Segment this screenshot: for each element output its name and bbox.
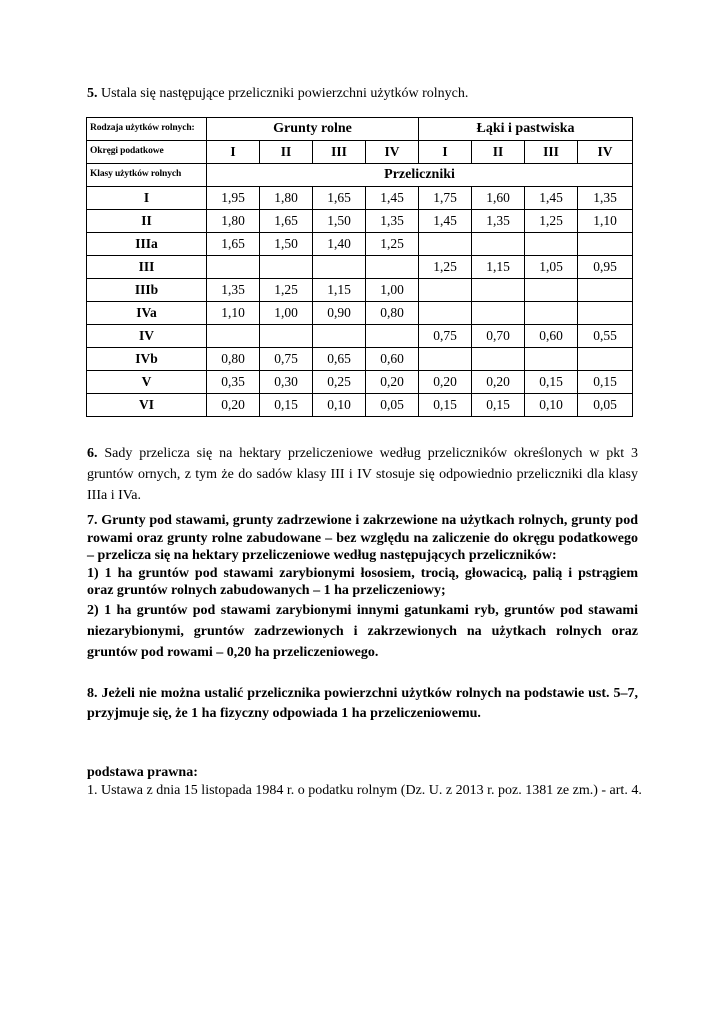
- converter-cell: [419, 279, 472, 302]
- table-row: [87, 394, 633, 417]
- section-6-number: 6.: [87, 446, 98, 461]
- converter-cell: [207, 325, 260, 348]
- class-label: I: [87, 187, 207, 210]
- converter-cell: 0,55: [578, 325, 633, 348]
- converter-cell: [525, 279, 578, 302]
- converter-cell: 1,35: [578, 187, 633, 210]
- district-header: I: [419, 141, 472, 164]
- conversion-table: [86, 117, 633, 417]
- district-header: IV: [366, 141, 419, 164]
- converter-cell: 1,25: [525, 210, 578, 233]
- header-row-land-type: [87, 118, 633, 141]
- converter-cell: 0,15: [472, 394, 525, 417]
- converter-cell: [525, 302, 578, 325]
- converter-cell: [578, 302, 633, 325]
- converter-cell: [472, 302, 525, 325]
- converter-cell: 0,95: [578, 256, 633, 279]
- converter-cell: 1,35: [366, 210, 419, 233]
- converter-cell: 0,20: [207, 394, 260, 417]
- converter-cell: 0,10: [525, 394, 578, 417]
- district-header: III: [313, 141, 366, 164]
- converter-cell: 0,60: [525, 325, 578, 348]
- converter-cell: 1,10: [207, 302, 260, 325]
- converters-header: Przeliczniki: [207, 164, 633, 187]
- converter-cell: 1,80: [260, 187, 313, 210]
- section-5-number: 5.: [87, 86, 98, 101]
- section-6-text: Sady przelicza się na hektary przeliczeniowe według przeliczników określonych w pkt 3 gruntów ornych, z tym że do sadów klasy III i IV stosuje się odpowiednio przeliczniki dla klasy IIIa i IVa.: [87, 446, 639, 503]
- converter-cell: 0,15: [578, 371, 633, 394]
- section-6: [87, 443, 638, 506]
- converter-cell: 1,15: [313, 279, 366, 302]
- header-row-classes: [87, 164, 633, 187]
- converter-cell: 1,75: [419, 187, 472, 210]
- converter-cell: 0,15: [260, 394, 313, 417]
- converter-cell: [366, 325, 419, 348]
- converter-cell: 0,80: [207, 348, 260, 371]
- class-label: IVb: [87, 348, 207, 371]
- converter-cell: 1,35: [472, 210, 525, 233]
- converter-cell: [578, 233, 633, 256]
- converter-cell: [260, 325, 313, 348]
- converter-cell: 1,50: [260, 233, 313, 256]
- converter-cell: 0,35: [207, 371, 260, 394]
- converter-cell: 1,35: [207, 279, 260, 302]
- section-8: 8. Jeżeli nie można ustalić przelicznika powierzchni użytków rolnych na podstawie ust. 5–7, przyjmuje się, że 1 ha fizyczny odpowiada 1 ha przeliczeniowemu.: [87, 686, 638, 721]
- converter-cell: 1,45: [366, 187, 419, 210]
- section-7: [87, 512, 638, 663]
- converter-cell: 1,45: [525, 187, 578, 210]
- converter-cell: 0,60: [366, 348, 419, 371]
- converter-cell: 1,50: [313, 210, 366, 233]
- converter-cell: 0,65: [313, 348, 366, 371]
- converter-cell: [578, 279, 633, 302]
- converter-cell: [472, 348, 525, 371]
- district-header: II: [472, 141, 525, 164]
- table-row: [87, 233, 633, 256]
- converter-cell: [419, 348, 472, 371]
- converter-cell: 0,20: [419, 371, 472, 394]
- converter-cell: 1,60: [472, 187, 525, 210]
- converter-cell: 1,65: [207, 233, 260, 256]
- section-7-item-1: 1) 1 ha gruntów pod stawami zarybionymi łososiem, trocią, głowacicą, palią i pstrągiem oraz gruntów rolnych zabudowanych – 1 ha przeliczeniowy;: [87, 565, 638, 598]
- table-row: [87, 187, 633, 210]
- converter-cell: [472, 233, 525, 256]
- district-header: II: [260, 141, 313, 164]
- converter-cell: 0,20: [366, 371, 419, 394]
- converter-cell: [419, 233, 472, 256]
- converter-cell: 0,20: [472, 371, 525, 394]
- class-label: III: [87, 256, 207, 279]
- district-header: III: [525, 141, 578, 164]
- class-label: IVa: [87, 302, 207, 325]
- converter-cell: [260, 256, 313, 279]
- converter-cell: 0,75: [260, 348, 313, 371]
- converter-cell: [313, 325, 366, 348]
- section-5: [87, 86, 468, 102]
- class-label: VI: [87, 394, 207, 417]
- table-row: [87, 210, 633, 233]
- converter-cell: 0,10: [313, 394, 366, 417]
- converter-cell: [419, 302, 472, 325]
- converter-cell: 0,15: [419, 394, 472, 417]
- converter-cell: 0,05: [578, 394, 633, 417]
- converter-cell: [525, 233, 578, 256]
- converter-cell: 1,25: [260, 279, 313, 302]
- converter-cell: [578, 348, 633, 371]
- converter-cell: 0,75: [419, 325, 472, 348]
- converter-cell: [366, 256, 419, 279]
- converter-cell: 0,80: [366, 302, 419, 325]
- group-meadows-header: Łąki i pastwiska: [419, 118, 633, 141]
- converter-cell: [525, 348, 578, 371]
- converter-cell: [313, 256, 366, 279]
- section-7-item-2: 2) 1 ha gruntów pod stawami zarybionymi innymi gatunkami ryb, gruntów pod stawami niezarybionymi, gruntów zadrzewionych i zakrzewionych na użytkach rolnych oraz gruntów pod rowami – 0,20 ha przeliczeniowego.: [87, 602, 638, 660]
- converter-cell: 1,10: [578, 210, 633, 233]
- converter-cell: 1,05: [525, 256, 578, 279]
- class-label: IIIb: [87, 279, 207, 302]
- converter-cell: 1,65: [313, 187, 366, 210]
- class-label: IIIa: [87, 233, 207, 256]
- table-row: [87, 348, 633, 371]
- converter-cell: [472, 279, 525, 302]
- class-label: II: [87, 210, 207, 233]
- converter-cell: 1,80: [207, 210, 260, 233]
- district-header: I: [207, 141, 260, 164]
- row-header-classes: Klasy użytków rolnych: [87, 164, 207, 187]
- district-header: IV: [578, 141, 633, 164]
- converter-cell: 0,15: [525, 371, 578, 394]
- converter-cell: 0,30: [260, 371, 313, 394]
- converter-cell: 1,65: [260, 210, 313, 233]
- converter-cell: 1,40: [313, 233, 366, 256]
- converter-cell: 0,70: [472, 325, 525, 348]
- converter-cell: 1,00: [366, 279, 419, 302]
- row-header-land-type: Rodzaja użytków rolnych:: [87, 118, 207, 141]
- section-5-text: Ustala się następujące przeliczniki powierzchni użytków rolnych.: [101, 86, 469, 101]
- row-header-districts: Okręgi podatkowe: [87, 141, 207, 164]
- legal-basis-text: 1. Ustawa z dnia 15 listopada 1984 r. o podatku rolnym (Dz. U. z 2013 r. poz. 1381 ze zm.) - art. 4.: [87, 783, 642, 798]
- converter-cell: 0,05: [366, 394, 419, 417]
- converter-cell: 1,45: [419, 210, 472, 233]
- converter-cell: 1,95: [207, 187, 260, 210]
- header-row-districts: [87, 141, 633, 164]
- table-row: [87, 302, 633, 325]
- converter-cell: 1,00: [260, 302, 313, 325]
- converter-cell: 0,90: [313, 302, 366, 325]
- converter-cell: 1,25: [366, 233, 419, 256]
- converter-cell: 0,25: [313, 371, 366, 394]
- group-arable-header: Grunty rolne: [207, 118, 419, 141]
- converter-cell: 1,15: [472, 256, 525, 279]
- section-7-intro: 7. Grunty pod stawami, grunty zadrzewione i zakrzewione na użytkach rolnych, grunty pod rowami oraz grunty rolne zabudowane – bez względu na zaliczenie do okręgu podatkowego – przelicza się na hektary przeliczeniowe według następujących przeliczników:: [87, 513, 638, 563]
- class-label: IV: [87, 325, 207, 348]
- legal-basis-heading: podstawa prawna:: [87, 765, 198, 780]
- table-row: [87, 371, 633, 394]
- class-label: V: [87, 371, 207, 394]
- table-row: [87, 256, 633, 279]
- table-row: [87, 279, 633, 302]
- converter-cell: [207, 256, 260, 279]
- converter-cell: 1,25: [419, 256, 472, 279]
- table-row: [87, 325, 633, 348]
